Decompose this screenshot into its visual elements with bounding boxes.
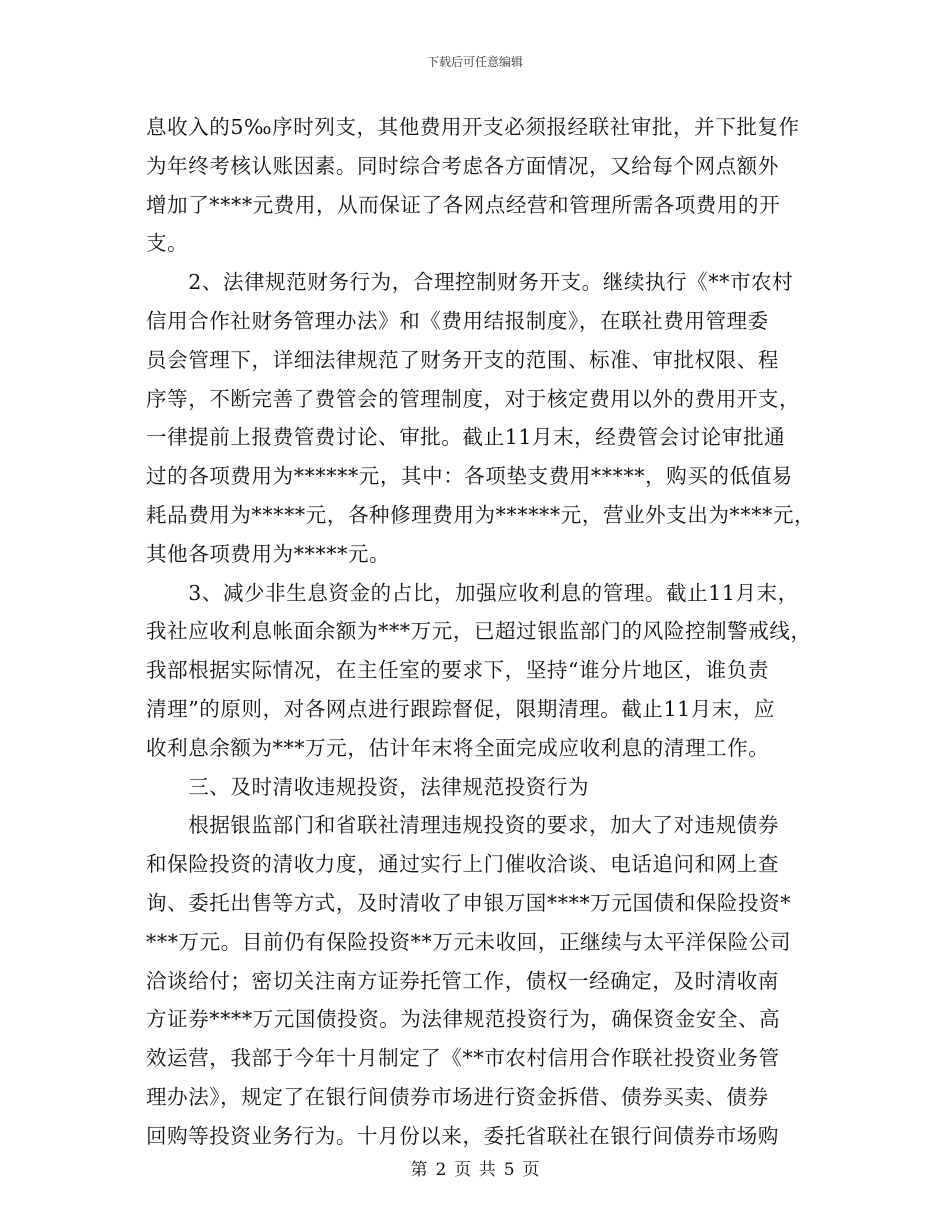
text-line: 信用合作社财务管理办法》和《费用结报制度》，在联社费用管理委 [146,308,769,333]
text-line: 过的各项费用为******元，其中：各项垫支费用*****，购买的低值易 [146,464,793,489]
text-line: 理办法》，规定了在银行间债券市场进行资金拆借、债券买卖、债券 [146,1084,769,1109]
text-line: 2、法律规范财务行为，合理控制财务开支。继续执行《**市农村 [146,270,794,295]
document-body [146,108,816,1156]
footer-total-pages: 5 [503,1160,515,1180]
text-line: 为年终考核认账因素。同时综合考虑各方面情况，又给每个网点额外 [146,153,779,178]
text-line: 我部根据实际情况，在主任室的要求下，坚持“谁分片地区，谁负责 [146,658,769,683]
footer-prefix: 第 [410,1160,428,1180]
text-line: 效运营，我部于今年十月制定了《**市农村信用合作联社投资业务管 [146,1046,780,1071]
text-line: 询、委托出售等方式，及时清收了申银万国****万元国债和保险投资* [146,890,792,915]
page-footer [0,1155,950,1180]
text-line: 3、减少非生息资金的占比，加强应收利息的管理。截止11月末， [146,580,799,605]
text-line: 根据银监部门和省联社清理违规投资的要求，加大了对违规债券 [146,813,779,838]
text-line: ***万元。目前仍有保险投资**万元未收回，正继续与太平洋保险公司 [146,929,792,954]
text-line: 员会管理下，详细法律规范了财务开支的范围、标准、审批权限、程 [146,347,779,372]
text-line: 我社应收利息帐面余额为***万元，已超过银监部门的风险控制警戒线， [146,619,812,644]
text-line: 三、及时清收违规投资，法律规范投资行为 [146,774,590,799]
text-line: 洽谈给付；密切关注南方证券托管工作，债权一经确定，及时清收南 [146,968,779,993]
page-header: 下载后可任意编辑 [426,55,523,69]
text-line: 息收入的5‰序时列支，其他费用开支必须报经联社审批，并下批复作 [146,115,800,139]
text-line: 耗品费用为*****元，各种修理费用为******元，营业外支出为****元， [146,502,816,527]
footer-middle: 页 共 [454,1160,496,1180]
text-line: 和保险投资的清收力度，通过实行上门催收洽谈、电话追问和网上查 [146,852,779,877]
text-line: 一律提前上报费管费讨论、审批。截止11月末，经费管会讨论审批通 [146,425,786,450]
text-line: 收利息余额为***万元，估计年末将全面完成应收利息的清理工作。 [146,735,770,760]
text-line: 序等，不断完善了费管会的管理制度，对于核定费用以外的费用开支， [146,386,801,411]
text-line: 其他各项费用为*****元。 [146,541,391,566]
footer-suffix: 页 [522,1160,540,1180]
footer-page-number: 2 [435,1160,447,1180]
text-line: 清理”的原则，对各网点进行跟踪督促，限期清理。截止11月末，应 [146,696,776,721]
text-line: 方证券****万元国债投资。为法律规范投资行为，确保资金安全、高 [146,1007,781,1032]
text-line: 回购等投资业务行为。十月份以来，委托省联社在银行间债券市场购 [146,1123,779,1148]
text-line: 支。 [146,231,189,256]
text-line: 增加了****元费用，从而保证了各网点经营和管理所需各项费用的开 [146,192,781,217]
